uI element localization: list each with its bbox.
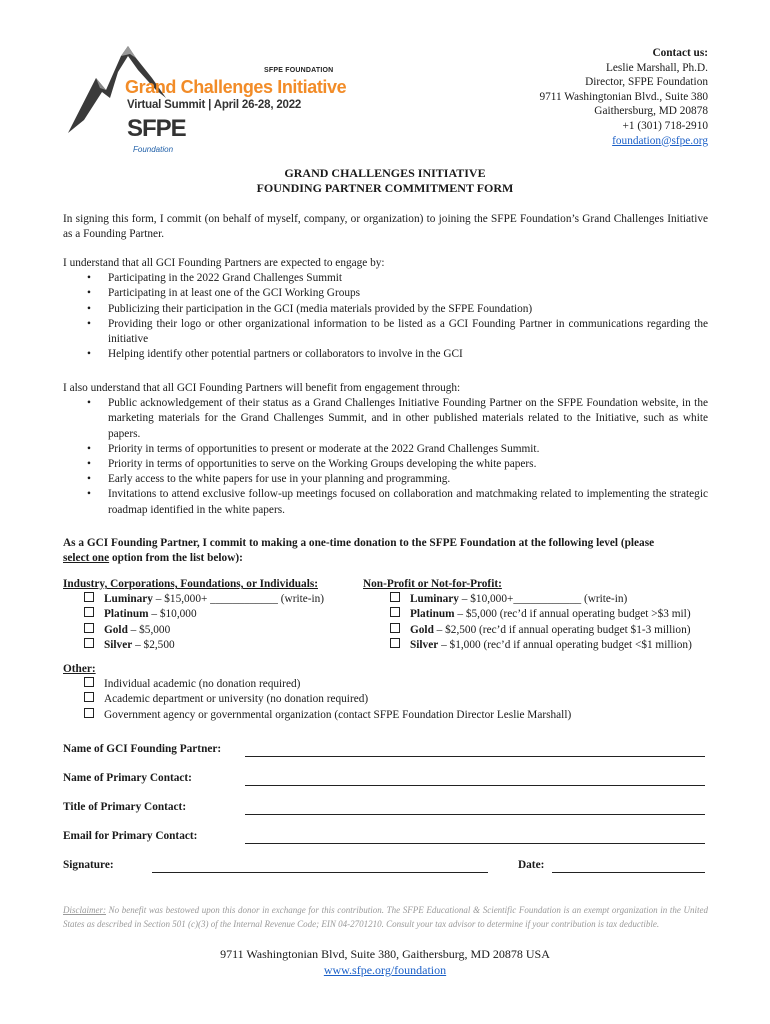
option-level: Luminary [410, 593, 459, 606]
contact-role: Director, SFPE Foundation [585, 76, 708, 89]
other-heading: Other: [63, 663, 96, 675]
industry-option-platinum[interactable] [63, 607, 324, 622]
form-title [0, 166, 770, 196]
option-detail: – $2,500 [132, 638, 175, 651]
checkbox[interactable] [84, 592, 94, 602]
date-field[interactable] [552, 871, 705, 873]
option-detail: – $10,000 [148, 608, 197, 621]
option-detail: – $10,000+____________ (write-in) [458, 593, 628, 606]
list-item: • Participating in the 2022 Grand Challenges Summit [63, 271, 708, 286]
footer-website-link[interactable]: www.sfpe.org/foundation [323, 963, 447, 977]
option-label: Government agency or governmental organization (contact SFPE Foundation Director Leslie Marshall) [104, 708, 572, 721]
date-label: Date: [518, 859, 545, 871]
intro-paragraph: In signing this form, I commit (on behalf of myself, company, or organization) to joining the SFPE Foundation’s Grand Challenges Initiative as a Founding Partner. [63, 213, 708, 241]
checkbox[interactable] [84, 708, 94, 718]
option-level: Platinum [410, 608, 455, 621]
engage-list [63, 271, 708, 362]
checkbox[interactable] [84, 638, 94, 648]
option-detail: – $15,000+ ____________ (write-in) [152, 593, 325, 606]
engage-lead: I understand that all GCI Founding Partners are expected to engage by: [63, 257, 385, 269]
contact-email-link[interactable]: foundation@sfpe.org [612, 134, 708, 147]
option-level: Platinum [104, 608, 149, 621]
checkbox[interactable] [84, 623, 94, 633]
list-item: • Early access to the white papers for use in your planning and programming. [63, 472, 708, 487]
list-item: • Public acknowledgement of their status as a Grand Challenges Initiative Founding Partner on the SFPE Foundation website, in the marketing materials for the Grand Challenges Summit, and in other published materials related to the Initiative, such as white papers. [63, 396, 708, 442]
form-title-line2: FOUNDING PARTNER COMMITMENT FORM [256, 181, 514, 195]
logo-foundation-label: SFPE FOUNDATION [264, 67, 334, 74]
nonprofit-option-luminary[interactable] [363, 592, 692, 607]
nonprofit-option-silver[interactable] [363, 638, 692, 653]
contact-title-label: Title of Primary Contact: [63, 801, 187, 813]
option-detail: – $1,000 (rec’d if annual operating budget <$1 million) [438, 638, 692, 651]
option-detail: – $5,000 (rec’d if annual operating budget >$3 mil) [454, 608, 691, 621]
page-footer [0, 946, 770, 978]
benefit-lead: I also understand that all GCI Founding Partners will benefit from engagement through: [63, 382, 461, 394]
partner-name-label: Name of GCI Founding Partner: [63, 743, 222, 755]
checkbox[interactable] [390, 607, 400, 617]
checkbox[interactable] [84, 692, 94, 702]
contact-name-label: Name of Primary Contact: [63, 772, 192, 784]
disclaimer-text: No benefit was bestowed upon this donor in exchange for this contribution. The SFPE Educational & Scientific Foundation is an exempt organization in the United States as described in Section 501 (c)(3) of the Internal Revenue Code; EIN 04-2701210. Consult your tax advisor to determine if your contribution is tax deductible. [63, 905, 708, 929]
option-level: Gold [104, 623, 128, 636]
engage-section [63, 256, 708, 362]
logo-initiative-title: Grand Challenges Initiative [125, 77, 347, 97]
option-level: Gold [410, 623, 434, 636]
option-level: Silver [410, 638, 439, 651]
contact-heading: Contact us: [652, 47, 708, 59]
industry-options [63, 577, 324, 653]
other-option-government[interactable] [63, 708, 571, 723]
list-item: • Participating in at least one of the GCI Working Groups [63, 286, 708, 301]
other-options [63, 662, 571, 723]
sfpe-logo-text: SFPE [127, 115, 186, 142]
industry-option-silver[interactable] [63, 638, 324, 653]
benefit-section [63, 381, 708, 518]
list-item: • Priority in terms of opportunities to serve on the Working Groups developing the white papers. [63, 457, 708, 472]
option-level: Silver [104, 638, 133, 651]
contact-title-field[interactable] [245, 813, 705, 815]
contact-email-label: Email for Primary Contact: [63, 830, 198, 842]
option-level: Luminary [104, 593, 153, 606]
commit-text: As a GCI Founding Partner, I commit to making a one-time donation to the SFPE Foundation at the following level (please [63, 537, 655, 549]
contact-name-field[interactable] [245, 784, 705, 786]
other-option-academic[interactable] [63, 677, 571, 692]
option-detail: – $2,500 (rec’d if annual operating budget $1-3 million) [433, 623, 691, 636]
option-label: Academic department or university (no donation required) [104, 693, 369, 706]
commit-statement [63, 536, 708, 566]
checkbox[interactable] [390, 638, 400, 648]
contact-name: Leslie Marshall, Ph.D. [606, 61, 708, 74]
nonprofit-heading: Non-Profit or Not-for-Profit: [363, 578, 502, 590]
industry-option-luminary[interactable] [63, 592, 324, 607]
other-option-department[interactable] [63, 692, 571, 707]
contact-phone: +1 (301) 718-2910 [622, 119, 708, 132]
option-detail: – $5,000 [127, 623, 171, 636]
commit-select-one: select one [63, 552, 110, 565]
nonprofit-option-platinum[interactable] [363, 607, 692, 622]
sfpe-foundation-subtext: Foundation [133, 145, 174, 154]
signature-field[interactable] [152, 871, 488, 873]
checkbox[interactable] [84, 607, 94, 617]
benefit-list [63, 396, 708, 518]
disclaimer-label: Disclaimer: [63, 905, 106, 915]
list-item: • Publicizing their participation in the GCI (media materials provided by the SFPE Foundation) [63, 302, 708, 317]
list-item: • Helping identify other potential partners or collaborators to involve in the GCI [63, 347, 708, 362]
checkbox[interactable] [84, 677, 94, 687]
contact-address2: Gaithersburg, MD 20878 [594, 105, 708, 118]
checkbox[interactable] [390, 623, 400, 633]
disclaimer [63, 904, 708, 931]
contact-address1: 9711 Washingtonian Blvd., Suite 380 [539, 90, 708, 103]
contact-block [539, 46, 708, 148]
footer-address: 9711 Washingtonian Blvd, Suite 380, Gaithersburg, MD 20878 USA [220, 947, 550, 961]
commit-rest: option from the list below): [111, 552, 243, 565]
contact-email-field[interactable] [245, 842, 705, 844]
option-label: Individual academic (no donation required) [104, 678, 301, 691]
form-title-line1: GRAND CHALLENGES INITIATIVE [284, 166, 486, 180]
checkbox[interactable] [390, 592, 400, 602]
list-item: • Priority in terms of opportunities to present or moderate at the 2022 Grand Challenges Summit. [63, 442, 708, 457]
industry-heading: Industry, Corporations, Foundations, or Individuals: [63, 578, 318, 590]
nonprofit-option-gold[interactable] [363, 623, 692, 638]
signature-label: Signature: [63, 859, 114, 871]
industry-option-gold[interactable] [63, 623, 324, 638]
nonprofit-options [363, 577, 692, 653]
partner-name-field[interactable] [245, 755, 705, 757]
list-item: • Invitations to attend exclusive follow-up meetings focused on collaboration and matchmaking related to implementing the strategic roadmap identified in the white papers. [63, 487, 708, 517]
logo-summit-dates: Virtual Summit | April 26-28, 2022 [127, 99, 302, 111]
list-item: • Providing their logo or other organizational information to be listed as a GCI Founding Partner in communications regarding the initiative [63, 317, 708, 347]
